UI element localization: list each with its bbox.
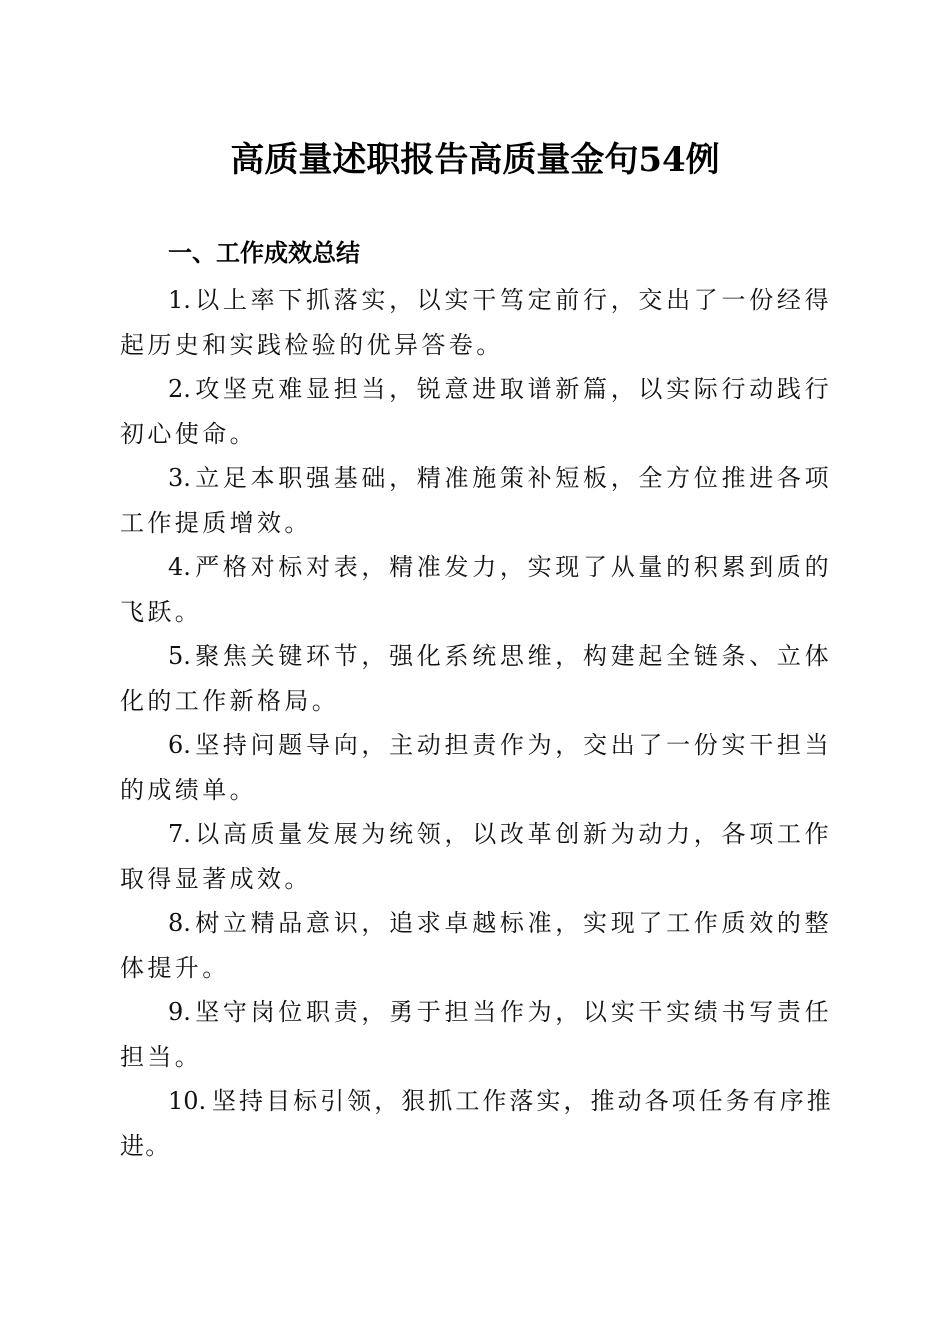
- list-item: [120, 278, 832, 367]
- item-number: 3.: [168, 464, 191, 492]
- item-number: 9.: [168, 998, 191, 1026]
- item-number: 8.: [168, 909, 191, 937]
- item-number: 10.: [168, 1087, 207, 1115]
- document-title: 高质量述职报告高质量金句54例: [230, 140, 720, 180]
- section-heading: 一、工作成效总结: [168, 239, 360, 267]
- item-text: 立足本职强基础，精准施策补短板，全方位推进各项工作提质增效。: [120, 464, 832, 537]
- item-text: 坚守岗位职责，勇于担当作为，以实干实绩书写责任担当。: [120, 998, 832, 1071]
- list-item: [120, 812, 832, 901]
- item-text: 坚持目标引领，狠抓工作落实，推动各项任务有序推进。: [120, 1087, 832, 1160]
- item-number: 4.: [168, 553, 191, 581]
- item-number: 7.: [168, 820, 191, 848]
- list-item: [120, 901, 832, 990]
- item-text: 聚焦关键环节，强化系统思维，构建起全链条、立体化的工作新格局。: [120, 642, 832, 715]
- list-item: [120, 456, 832, 545]
- list-item: [120, 634, 832, 723]
- list-item: [120, 990, 832, 1079]
- item-text: 攻坚克难显担当，锐意进取谱新篇，以实际行动践行初心使命。: [120, 375, 832, 448]
- document-body: [120, 278, 832, 1168]
- item-number: 1.: [168, 286, 191, 314]
- list-item: [120, 723, 832, 812]
- list-item: [120, 1079, 832, 1168]
- item-text: 以高质量发展为统领，以改革创新为动力，各项工作取得显著成效。: [120, 820, 832, 893]
- item-text: 严格对标对表，精准发力，实现了从量的积累到质的飞跃。: [120, 553, 832, 626]
- item-text: 以上率下抓落实，以实干笃定前行，交出了一份经得起历史和实践检验的优异答卷。: [120, 286, 832, 359]
- item-number: 5.: [168, 642, 191, 670]
- item-number: 2.: [168, 375, 191, 403]
- list-item: [120, 545, 832, 634]
- item-number: 6.: [168, 731, 191, 759]
- list-item: [120, 367, 832, 456]
- item-text: 树立精品意识，追求卓越标准，实现了工作质效的整体提升。: [120, 909, 832, 982]
- item-text: 坚持问题导向，主动担责作为，交出了一份实干担当的成绩单。: [120, 731, 832, 804]
